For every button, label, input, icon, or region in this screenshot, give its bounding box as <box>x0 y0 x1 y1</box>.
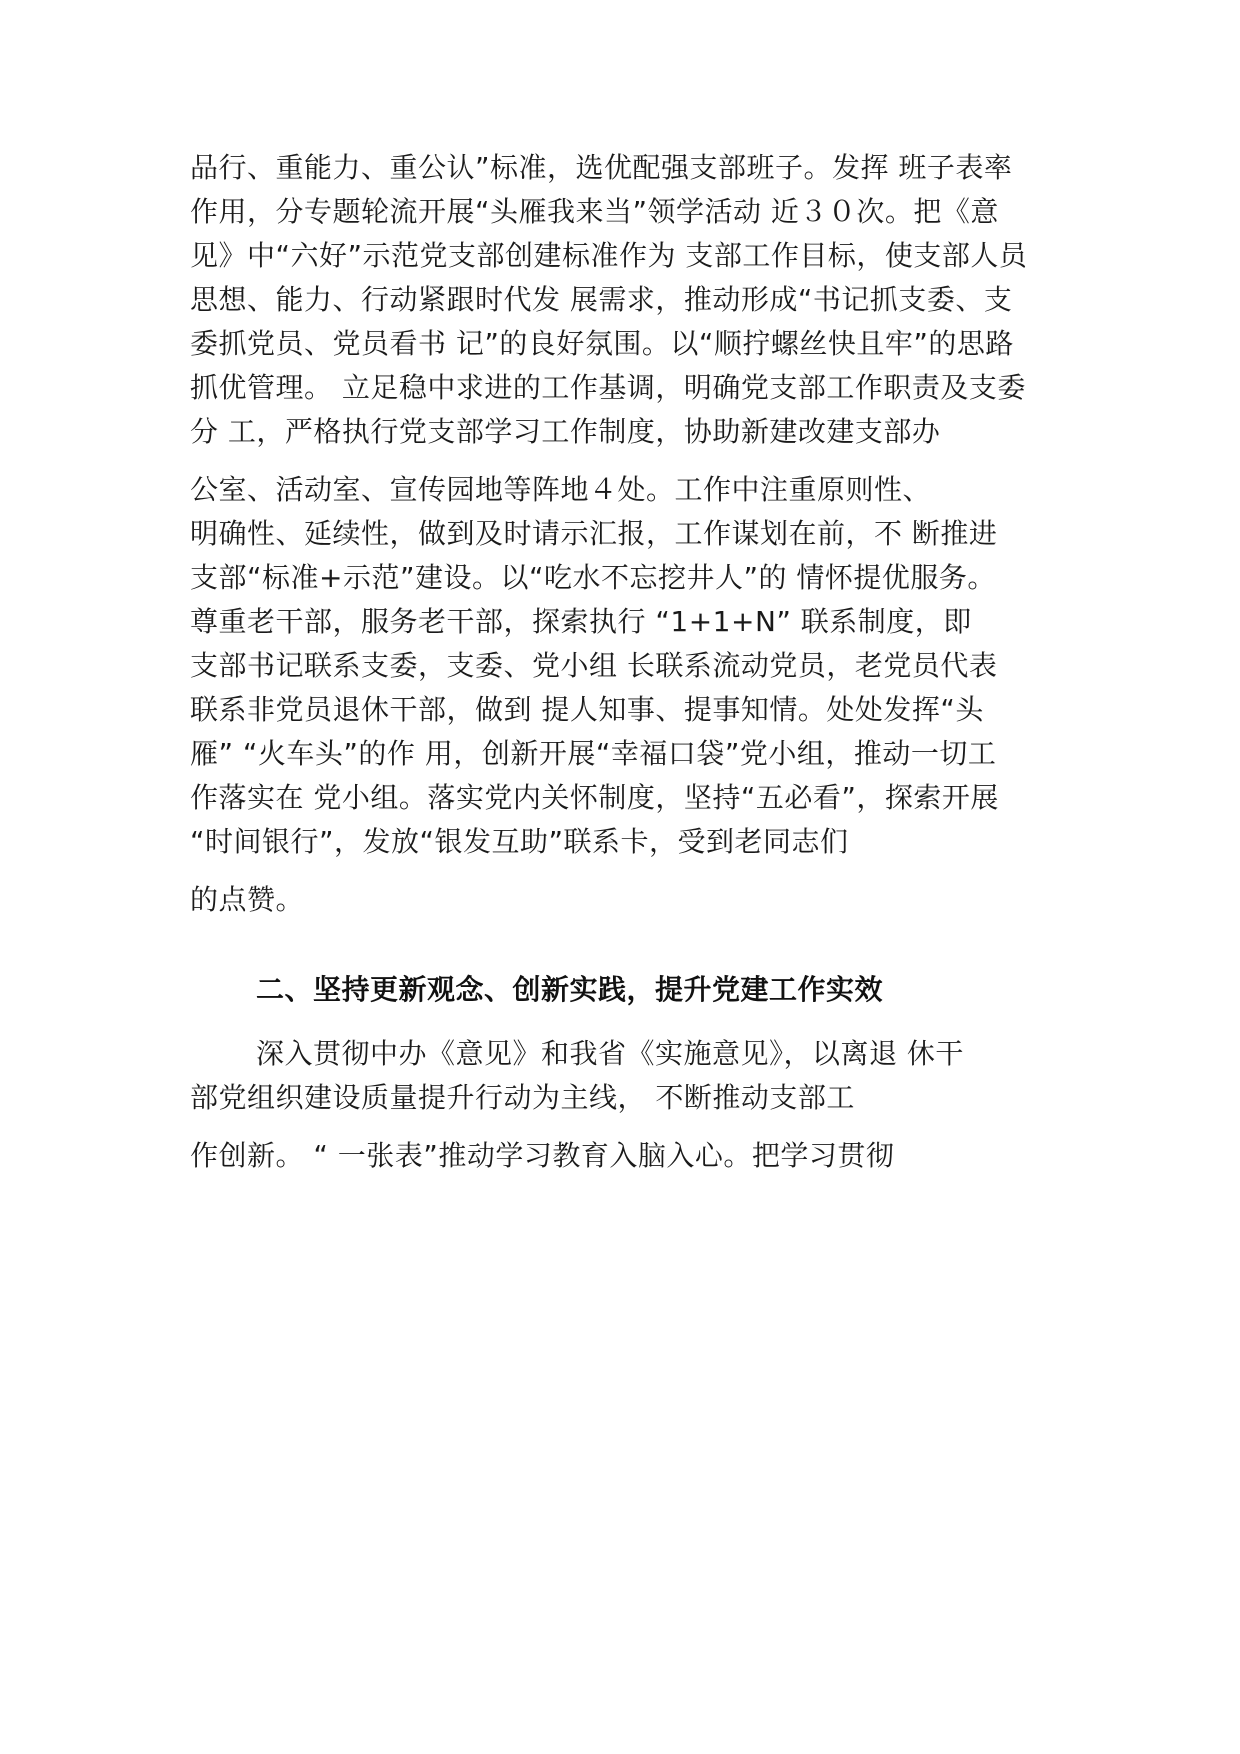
text-line: 委抓党员、党员看书 记”的良好氛围。以“顺拧螺丝快且牢”的思路 <box>190 327 1014 360</box>
text-line: 作创新。 “ 一张表”推动学习教育入脑入心。把学习贯彻 <box>190 1139 895 1172</box>
text-line: 联系非党员退休干部，做到 提人知事、提事知情。处处发挥“头 <box>190 693 984 726</box>
text-line: 作落实在 党小组。落实党内关怀制度，坚持“五必看”，探索开展 <box>190 781 999 814</box>
text-line: 见》中“六好”示范党支部创建标准作为 支部工作目标，使支部人员 <box>190 239 1028 272</box>
text-line: 明确性、延续性，做到及时请示汇报，工作谋划在前，不 断推进 <box>190 517 998 550</box>
text-line: 分 工，严格执行党支部学习工作制度，协助新建改建支部办 <box>190 415 941 448</box>
section-heading: 二、坚持更新观念、创新实践，提升党建工作实效 <box>256 973 884 1006</box>
text-line: “时间银行”，发放“银发互助”联系卡，受到老同志们 <box>190 825 849 858</box>
text-line: 支部“标准+示范”建设。以“吃水不忘挖井人”的 情怀提优服务。 <box>190 561 996 594</box>
text-line: 作用，分专题轮流开展“头雁我来当”领学活动 近３０次。把《意 <box>190 195 999 228</box>
text-line: 抓优管理。 立足稳中求进的工作基调，明确党支部工作职责及支委 <box>190 371 1026 404</box>
text-line: 支部书记联系支委，支委、党小组 长联系流动党员，老党员代表 <box>190 649 998 682</box>
text-line: 品行、重能力、重公认”标准，选优配强支部班子。发挥 班子表率 <box>190 151 1013 184</box>
text-line: 公室、活动室、宣传园地等阵地４处。工作中注重原则性、 <box>190 473 932 506</box>
text-line: 雁” “火车头”的作 用，创新开展“幸福口袋”党小组，推动一切工 <box>190 737 997 770</box>
text-line: 部党组织建设质量提升行动为主线， 不断推动支部工 <box>190 1081 855 1114</box>
text-line: 思想、能力、行动紧跟时代发 展需求，推动形成“书记抓支委、支 <box>190 283 1013 316</box>
text-line: 尊重老干部，服务老干部，探索执行 “1+1+N” 联系制度，即 <box>190 605 972 638</box>
text-line: 的点赞。 <box>190 883 305 916</box>
text-line: 深入贯彻中办《意见》和我省《实施意见》，以离退 休干 <box>256 1037 964 1070</box>
